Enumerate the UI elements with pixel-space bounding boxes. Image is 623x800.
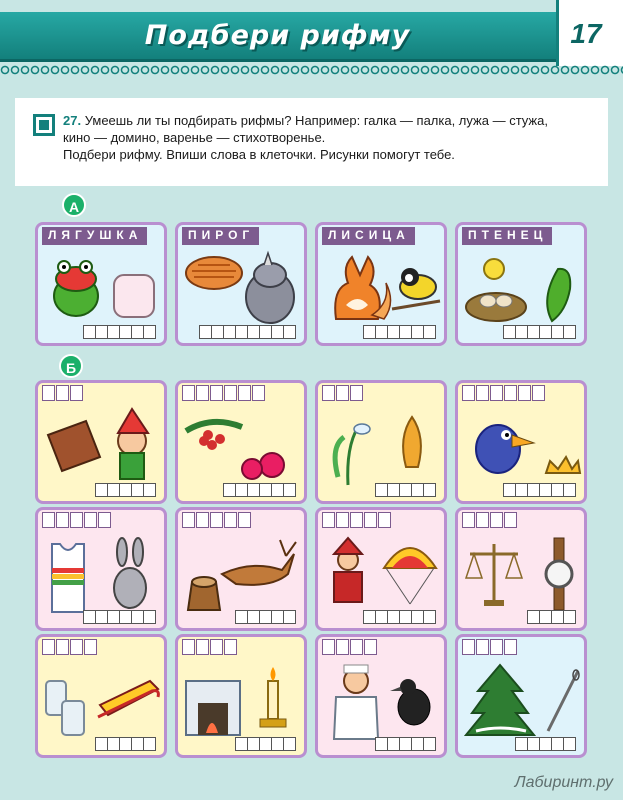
task-text: [63, 112, 593, 163]
task-number: 27.: [63, 113, 82, 128]
pie-icon: [184, 249, 302, 329]
answer-cells[interactable]: [376, 483, 436, 497]
answer-cells[interactable]: [528, 610, 576, 624]
card-a-4: [455, 222, 587, 346]
snowdrop-icon: [322, 407, 444, 487]
card-word: ПИРОГ: [182, 227, 259, 245]
crown-icon: [546, 457, 580, 473]
task-marker-icon: [33, 114, 55, 136]
answer-cells[interactable]: [376, 737, 436, 751]
cucumber-icon: [547, 269, 570, 321]
card-a-3: [315, 222, 447, 346]
word-cells[interactable]: [462, 385, 546, 401]
tank-top-icon: [42, 534, 164, 614]
section-a-badge: А: [62, 193, 86, 217]
card-a-2: [175, 222, 307, 346]
word-cells[interactable]: [182, 385, 266, 401]
card-word: ПТЕНЕЦ: [462, 227, 552, 245]
fox-icon: [322, 249, 444, 329]
task-line-2: кино — домино, варенье — стихотворенье.: [63, 130, 326, 145]
word-cells[interactable]: [42, 385, 84, 401]
pillow-icon: [114, 275, 154, 317]
answer-cells[interactable]: [504, 483, 576, 497]
answer-cells[interactable]: [516, 737, 576, 751]
card-b-12: [455, 634, 587, 758]
word-cells[interactable]: [462, 639, 518, 655]
word-cells[interactable]: [322, 639, 378, 655]
doctor-icon: [322, 661, 444, 741]
answer-cells[interactable]: [504, 325, 576, 339]
sled-icon: [100, 681, 158, 715]
answer-cells[interactable]: [224, 483, 296, 497]
card-b-9: [35, 634, 167, 758]
card-b-10: [175, 634, 307, 758]
card-b-4: [455, 380, 587, 504]
jars-icon: [42, 661, 164, 741]
card-b-5: [35, 507, 167, 631]
card-a-1: [35, 222, 167, 346]
word-cells[interactable]: [462, 512, 518, 528]
answer-cells[interactable]: [236, 737, 296, 751]
answer-cells[interactable]: [364, 610, 436, 624]
jester-icon: [322, 534, 444, 614]
card-word: ЛЯГУШКА: [42, 227, 147, 245]
answer-cells[interactable]: [364, 325, 436, 339]
card-b-6: [175, 507, 307, 631]
card-b-11: [315, 634, 447, 758]
word-cells[interactable]: [322, 512, 392, 528]
page-header: [0, 0, 623, 78]
frog-icon: [46, 251, 158, 329]
raspberry-icon: [260, 453, 284, 477]
rowan-icon: [182, 407, 304, 487]
scales-icon: [462, 534, 584, 614]
word-cells[interactable]: [182, 512, 252, 528]
card-b-3: [315, 380, 447, 504]
card-b-7: [315, 507, 447, 631]
page-title: Подбери рифму: [144, 20, 411, 51]
candle-icon: [268, 681, 278, 719]
word-cells[interactable]: [42, 512, 112, 528]
crow-icon: [462, 407, 584, 487]
answer-cells[interactable]: [96, 483, 156, 497]
fireplace-icon: [182, 661, 304, 741]
task-line-3: Подбери рифму. Впиши слова в клеточки. Рисунки помогут тебе.: [63, 147, 455, 162]
stump-icon: [182, 534, 304, 614]
hare-icon: [114, 568, 146, 608]
book-icon: [42, 407, 164, 487]
card-b-1: [35, 380, 167, 504]
answer-cells[interactable]: [84, 610, 156, 624]
task-line-1: Умеешь ли ты подбирать рифмы? Например: галка — палка, лужа — стужа,: [84, 113, 548, 128]
answer-cells[interactable]: [236, 610, 296, 624]
card-b-8: [455, 507, 587, 631]
word-cells[interactable]: [42, 639, 98, 655]
spiral-binding: [0, 64, 623, 76]
page-number: 17: [570, 18, 602, 49]
answer-cells[interactable]: [84, 325, 156, 339]
card-word: ЛИСИЦА: [322, 227, 415, 245]
word-cells[interactable]: [322, 385, 364, 401]
card-b-2: [175, 380, 307, 504]
task-panel: [15, 98, 608, 186]
answer-cells[interactable]: [96, 737, 156, 751]
needle-icon: [548, 671, 578, 731]
section-b-badge: Б: [59, 354, 83, 378]
watermark: Лабиринт.ру: [514, 774, 613, 791]
raven-icon: [398, 689, 430, 725]
chick-icon: [462, 249, 584, 329]
deer-icon: [222, 554, 294, 585]
spruce-icon: [462, 661, 584, 741]
braid-icon: [403, 417, 421, 467]
answer-cells[interactable]: [200, 325, 296, 339]
word-cells[interactable]: [182, 639, 238, 655]
